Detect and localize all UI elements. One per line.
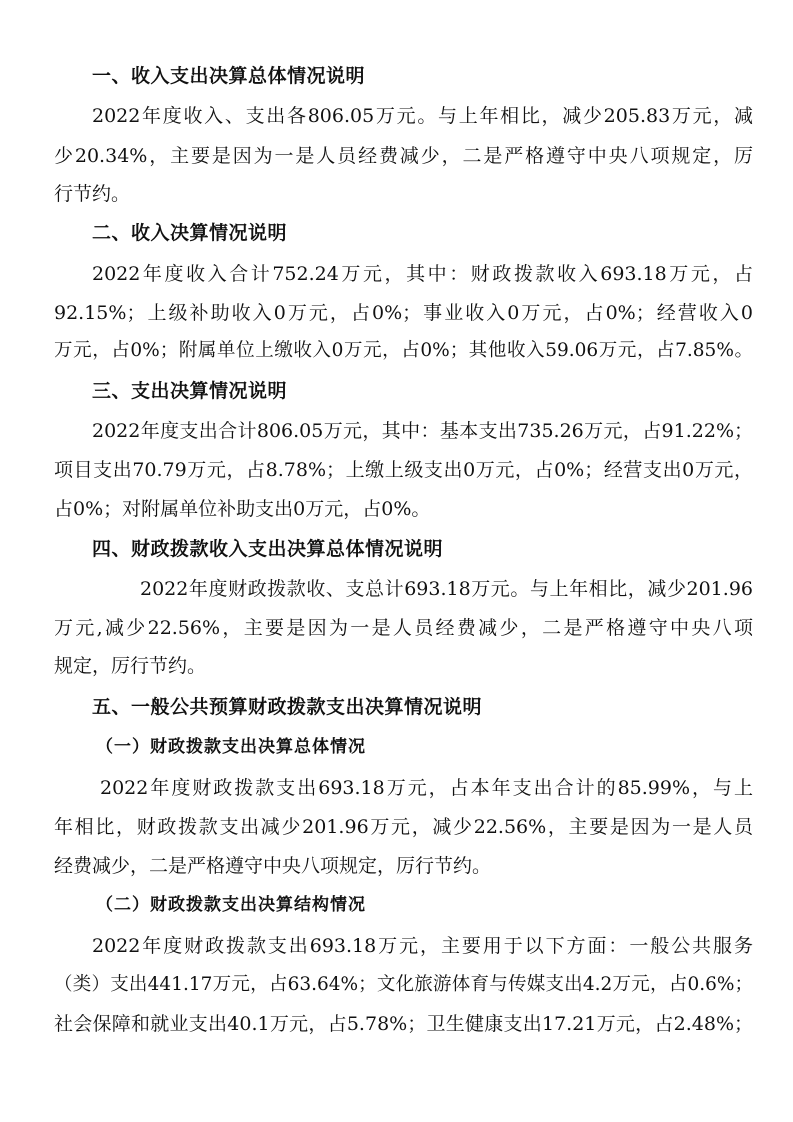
section-1-heading: 一、收入支出决算总体情况说明 — [92, 65, 366, 87]
section-2-line-1: 2022年度收入合计752.24万元，其中：财政拨款收入693.18万元，占 — [92, 263, 753, 285]
section-2-line-3: 万元，占0%；附属单位上缴收入0万元，占0%；其他收入59.06万元，占7.85%。 — [54, 340, 753, 361]
section-3-line-2: 项目支出70.79万元，占8.78%；上缴上级支出0万元，占0%；经营支出0万元， — [54, 459, 753, 481]
section-1-line-3: 行节约。 — [54, 183, 131, 205]
section-5-2-heading: （二）财政拨款支出决算结构情况 — [96, 895, 366, 915]
section-4-heading: 四、财政拨款收入支出决算总体情况说明 — [92, 538, 444, 560]
section-3-line-1: 2022年度支出合计806.05万元，其中：基本支出735.26万元，占91.22%； — [92, 420, 753, 442]
section-5-1-line-1: 2022年度财政拨款支出693.18万元，占本年支出合计的85.99%，与上 — [100, 777, 753, 799]
section-2-line-2: 92.15%；上级补助收入0万元，占0%；事业收入0万元，占0%；经营收入0 — [54, 302, 753, 324]
section-4-line-2: 万元,减少22.56%，主要是因为一是人员经费减少，二是严格遵守中央八项 — [54, 617, 753, 639]
section-5-1-line-3: 经费减少，二是严格遵守中央八项规定，厉行节约。 — [54, 855, 492, 877]
section-5-2-line-2: （类）支出441.17万元，占63.64%；文化旅游体育与传媒支出4.2万元，占0.6%； — [54, 974, 753, 995]
section-5-2-line-3: 社会保障和就业支出40.1万元，占5.78%；卫生健康支出17.21万元，占2.48%； — [54, 1013, 753, 1035]
section-3-heading: 三、支出决算情况说明 — [92, 380, 288, 402]
section-1-line-2: 少20.34%，主要是因为一是人员经费减少，二是严格遵守中央八项规定，厉 — [54, 145, 753, 167]
section-5-2-line-1: 2022年度财政拨款支出693.18万元，主要用于以下方面：一般公共服务 — [92, 935, 753, 957]
section-5-heading: 五、一般公共预算财政拨款支出决算情况说明 — [92, 696, 483, 718]
section-1-line-1: 2022年度收入、支出各806.05万元。与上年相比，减少205.83万元，减 — [92, 105, 753, 127]
section-5-1-line-2: 年相比，财政拨款支出减少201.96万元，减少22.56%，主要是因为一是人员 — [54, 816, 753, 838]
section-2-heading: 二、收入决算情况说明 — [92, 222, 288, 244]
section-4-line-1: 2022年度财政拨款收、支总计693.18万元。与上年相比，减少201.96 — [140, 578, 753, 600]
section-4-line-3: 规定，厉行节约。 — [54, 655, 207, 677]
section-3-line-3: 占0%；对附属单位补助支出0万元，占0%。 — [54, 498, 431, 520]
section-5-1-heading: （一）财政拨款支出决算总体情况 — [96, 737, 366, 757]
